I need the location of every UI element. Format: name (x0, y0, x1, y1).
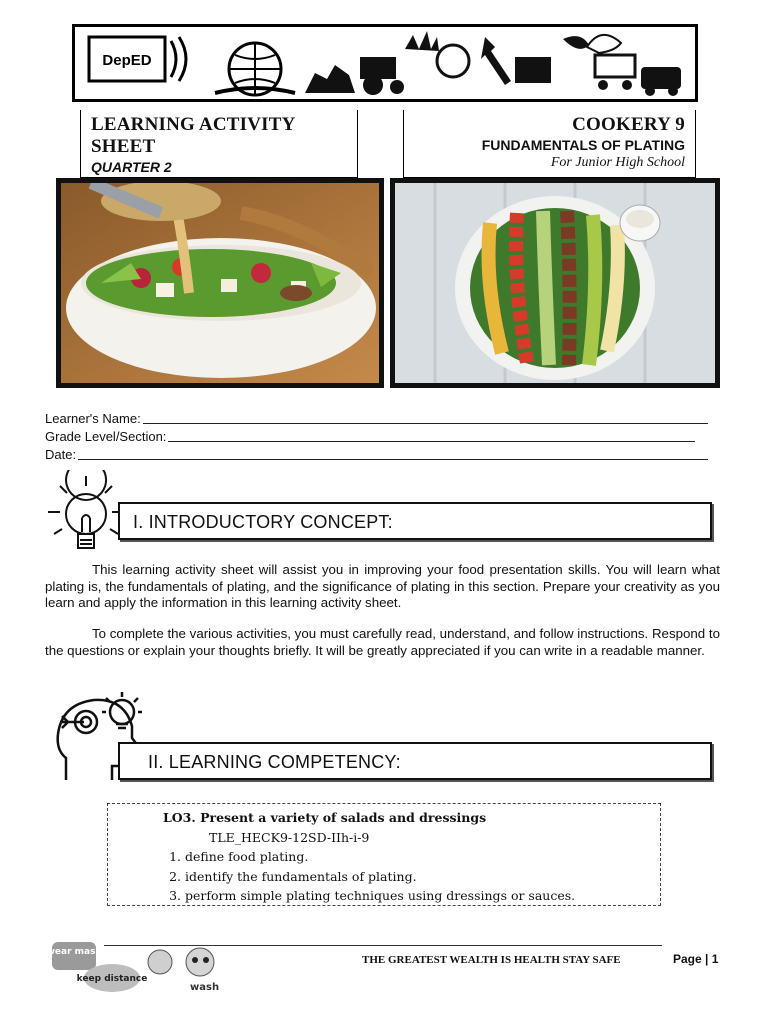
wash-badge (186, 948, 219, 993)
footer-motto: THE GREATEST WEALTH IS HEALTH STAY SAFE (362, 954, 621, 966)
date-label: Date: (45, 447, 77, 462)
salad-dressing-photo (56, 178, 384, 388)
health-reminder-badges (50, 940, 240, 996)
learning-outcome-box (107, 803, 661, 906)
page-number: Page | 1 (673, 952, 719, 966)
learner-name-label: Learner's Name: (45, 411, 141, 426)
grade-section-label: Grade Level/Section: (45, 429, 167, 444)
cobb-salad-photo (390, 178, 720, 388)
deped-logo (89, 37, 186, 81)
header-banner (72, 24, 698, 102)
topic-title: FUNDAMENTALS OF PLATING (481, 137, 685, 153)
svg-text:wash: wash (190, 982, 220, 993)
lo-title: LO3. Present a variety of salads and dressings (163, 810, 487, 825)
audience-note: For Junior High School (550, 155, 685, 170)
list-item: 3. perform simple plating techniques using dressings or sauces. (185, 886, 652, 906)
activity-sheet-header (80, 110, 358, 178)
learner-name-field[interactable] (45, 411, 710, 427)
subject-title: COOKERY 9 (572, 114, 685, 135)
grade-section-field[interactable] (45, 429, 697, 445)
svg-text:wear mask: wear mask (50, 947, 102, 957)
date-field[interactable] (45, 447, 710, 463)
intro-paragraph-1: This learning activity sheet will assist you in improving your food presentation skills. You will learn what plating is, the fundamentals of plating, and the significance of plating in this section. Prepare your creativity as you learn and apply the information in this learning activity sheet. (45, 562, 720, 610)
date-line[interactable] (78, 447, 708, 460)
banner-collage (305, 31, 681, 96)
list-item: 1. define food plating. (185, 847, 652, 867)
intro-paragraph-2: To complete the various activities, you must carefully read, understand, and follow instructions. Respond to the questions or explain your thoughts briefly. It will be greatly appreciated if you can write in a readable manner. (45, 626, 720, 658)
wear-mask-badge (50, 942, 102, 970)
svg-text:DepED: DepED (102, 52, 152, 69)
competency-section-title: II. LEARNING COMPETENCY: (148, 752, 401, 771)
grade-section-line[interactable] (168, 429, 695, 442)
intro-section-title: I. INTRODUCTORY CONCEPT: (133, 512, 393, 532)
svg-text:keep distance: keep distance (76, 974, 148, 984)
quarter-label: QUARTER 2 (91, 159, 172, 175)
subject-header (403, 110, 696, 178)
lightbulb-icon (40, 470, 130, 556)
globe-icon (215, 43, 295, 95)
list-item: 2. identify the fundamentals of plating. (185, 867, 652, 887)
lo-objectives-list (163, 847, 652, 906)
sheet-title: LEARNING ACTIVITY SHEET (91, 114, 295, 157)
learner-name-line[interactable] (143, 411, 708, 424)
footer-divider (104, 945, 662, 946)
lo-code: TLE_HECK9-12SD-IIh-i-9 (209, 829, 370, 845)
